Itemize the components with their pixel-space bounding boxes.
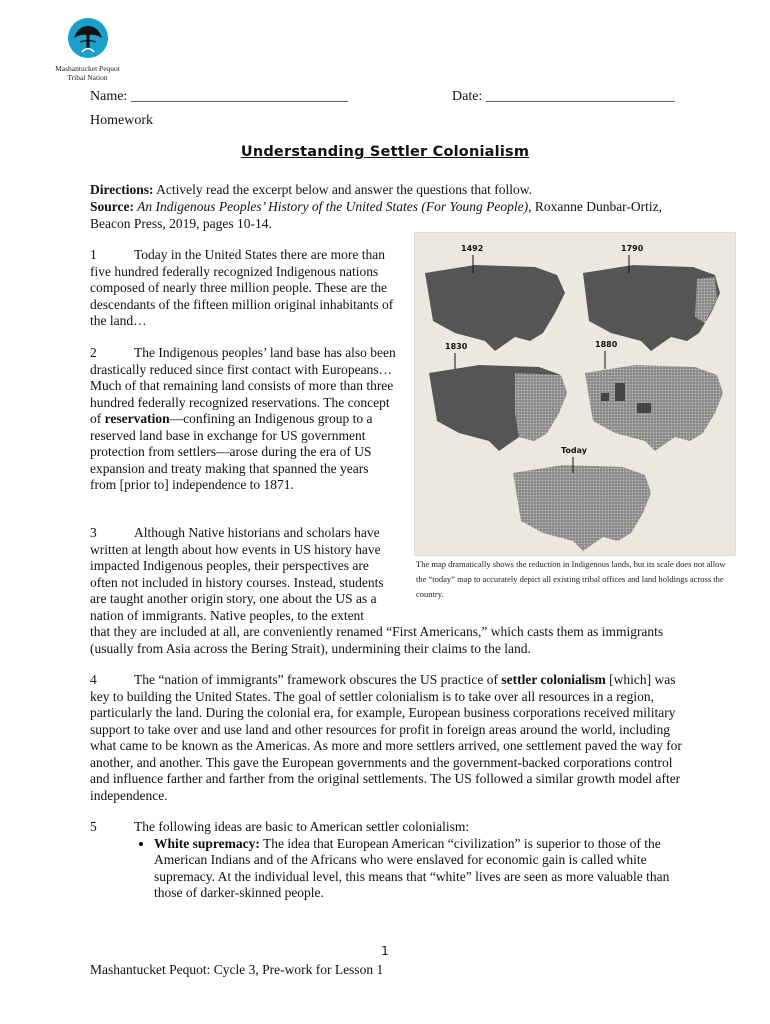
map-caption: The map dramatically shows the reduction in Indigenous lands, but its scale does not allow the “today” map to accurately depict all existing tribal offices and land holdings across the country. — [416, 559, 726, 599]
map-label-1492: 1492 — [461, 244, 484, 253]
paragraph-5 — [90, 819, 690, 902]
directions-text: Actively read the excerpt below and answer the questions that follow. — [153, 182, 533, 197]
tribal-logo — [50, 18, 125, 82]
directions-label: Directions: — [90, 182, 154, 197]
paragraph-2 — [90, 345, 398, 494]
paragraph-number: 5 — [90, 819, 97, 834]
map-today — [513, 465, 651, 551]
paragraph-text: The “nation of immigrants” framework obscures the US practice of — [134, 672, 502, 687]
logo-caption: Mashantucket Pequot Tribal Nation — [55, 64, 120, 82]
source-label: Source: — [90, 199, 134, 214]
term-settler-colonialism: settler colonialism — [501, 672, 606, 687]
paragraph-1 — [90, 247, 398, 330]
paragraph-number: 1 — [90, 247, 97, 262]
map-label-1790: 1790 — [621, 244, 644, 253]
map-label-1830: 1830 — [445, 342, 468, 351]
page-number: 1 — [381, 944, 389, 958]
paragraph-text: —confining an Indigenous group to a reserved land base in exchange for US government protection from settlers—arose during the era of US expansion and treaty making that spanned the years from [prior to] independence to 1871. — [90, 411, 373, 492]
paragraph-number: 2 — [90, 345, 97, 360]
paragraph-4 — [90, 672, 690, 804]
list-item — [154, 836, 690, 902]
date-field[interactable]: Date: ___________________________ — [452, 89, 675, 104]
name-date-row — [90, 89, 690, 105]
us-maps-illustration — [415, 233, 737, 557]
source-rest: , Roxanne Dunbar-Ortiz, Beacon Press, 2019, pages 10-14. — [90, 199, 663, 231]
term-white-supremacy: White supremacy: — [154, 835, 260, 851]
page-title: Understanding Settler Colonialism — [240, 144, 530, 160]
map-label-today: Today — [561, 446, 587, 455]
paragraph-text: [which] was key to building the United States. The goal of settler colonialism is to take over all resources in a region, particularly the land. During the colonial era, for example, European business corporations received military support to take over and use land and other resources for profit in foreign areas around the world, including what came to be known as the Americas. As more and more settlers arrived, one settlement paved the way for another, and another. This gave the European governments and the government-backed corporations control and influence farther and farther from the original settlements. The US followed a similar growth model after independence. — [90, 672, 682, 803]
bullet-list — [134, 836, 690, 902]
bullet-list-wrapper — [90, 836, 690, 902]
map-1492 — [425, 265, 565, 351]
source-title: An Indigenous Peoples’ History of the United States (For Young People) — [134, 199, 529, 214]
paragraph-text: The Indigenous peoples’ land base has also been drastically reduced since first contact with Europeans… Much of that remaining land consists of more than three hundred federally recognized reservations. The concept of — [90, 345, 396, 426]
land-loss-map — [414, 232, 736, 556]
homework-label: Homework — [90, 113, 153, 128]
bullet-text: The idea that European American “civilization” is superior to those of the American Indians and of the Africans who were enslaved for economic gain is called white supremacy. At the individual level, this means that “white” lives are seen as more valuable than those of darker-skinned people. — [154, 835, 670, 900]
map-label-1880: 1880 — [595, 340, 618, 349]
paragraph-number: 4 — [90, 672, 97, 687]
paragraph-3-continued — [90, 624, 690, 657]
paragraph-text: The following ideas are basic to American settler colonialism: — [134, 819, 470, 834]
paragraph-text: Today in the United States there are more than five hundred federally recognized Indigenous nations composed of nearly three million people. These are the descendants of the fifteen million original inhabitants of the land… — [90, 247, 394, 328]
footer-text: Mashantucket Pequot: Cycle 3, Pre-work for Lesson 1 — [90, 962, 384, 977]
name-field[interactable]: Name: _______________________________ — [90, 89, 348, 104]
paragraph-text: that they are included at all, are conveniently renamed “First Americans,” which casts them as immigrants (usually from Asia across the Bering Strait), undermining their claims to the land. — [90, 624, 664, 656]
term-reservation: reservation — [104, 411, 170, 426]
paragraph-number: 3 — [90, 525, 97, 540]
paragraph-3 — [90, 525, 398, 624]
tree-icon — [68, 18, 108, 58]
paragraph-text: Although Native historians and scholars have written at length about how events in US history have impacted Indigenous peoples, their perspectives are often not included in history courses. Instead, students are taught another origin story, one about the US as a nation of immigrants. Native peoples, to the extent — [90, 525, 384, 623]
directions-block — [90, 181, 685, 232]
map-1880 — [585, 365, 723, 451]
